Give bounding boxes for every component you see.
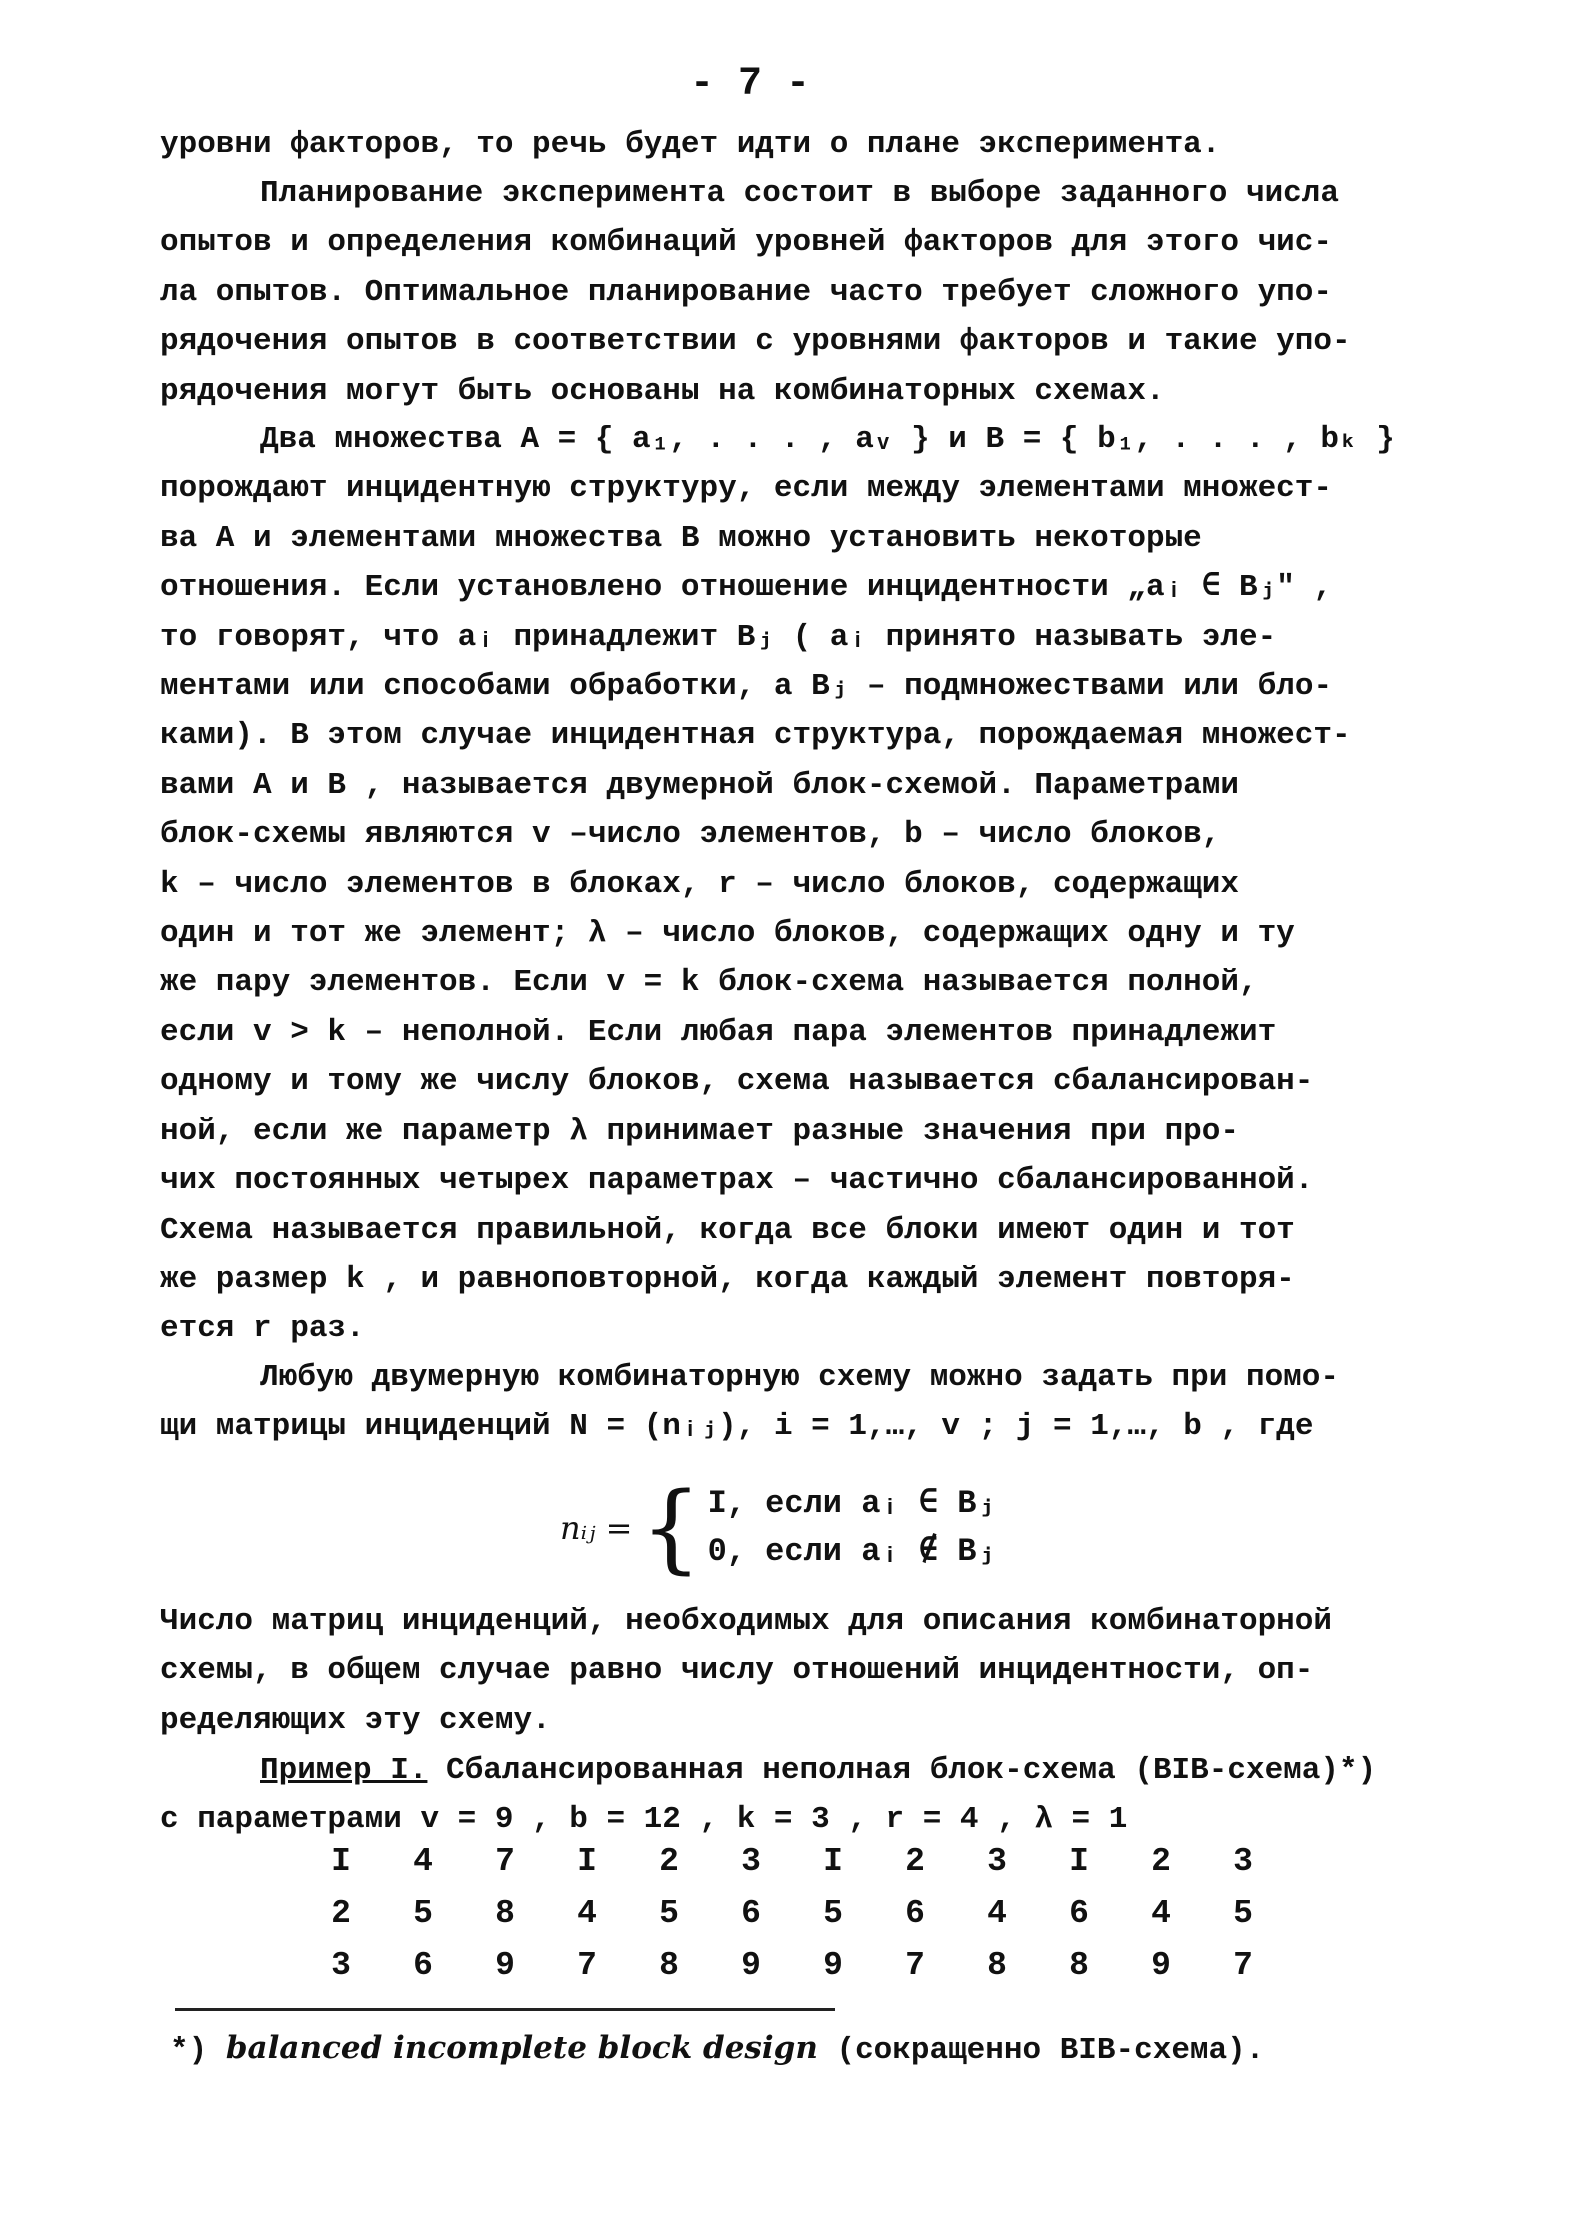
matrix-cell: 9 xyxy=(495,1946,515,1984)
paragraph-2 xyxy=(160,169,1460,416)
matrix-cell: 7 xyxy=(905,1946,925,1984)
matrix-cell: 3 xyxy=(1233,1842,1253,1880)
matrix-cell: 4 xyxy=(413,1842,433,1880)
matrix-cell: 2 xyxy=(1151,1842,1171,1880)
left-brace-icon: { xyxy=(640,1472,702,1584)
matrix-cell: 8 xyxy=(1069,1946,1089,1984)
paragraph-3 xyxy=(160,415,1460,1354)
page-number: - 7 - xyxy=(690,62,811,107)
footnote-mark: *) xyxy=(170,2033,208,2068)
matrix-cell: 7 xyxy=(1233,1946,1253,1984)
text-line: одному и тому же числу блоков, схема называется сбалансирован- xyxy=(160,1064,1314,1100)
text-line: чих постоянных четырех параметрах – частично сбалансированной. xyxy=(160,1163,1314,1199)
text-line: рядочения опытов в соответствии с уровнями факторов и такие упо- xyxy=(160,324,1351,360)
matrix-cell: 9 xyxy=(741,1946,761,1984)
formula-case-2: 0, если aᵢ ∉ Bⱼ xyxy=(707,1533,996,1570)
example-block xyxy=(160,1746,1460,1845)
matrix-cell: 9 xyxy=(1151,1946,1171,1984)
text-line: Число матриц инциденций, необходимых для описания комбинаторной xyxy=(160,1604,1332,1639)
matrix-cell: 7 xyxy=(577,1946,597,1984)
formula-cases xyxy=(708,1480,996,1576)
text-line: ной, если же параметр λ принимает разные значения при про- xyxy=(160,1113,1239,1149)
matrix-cell: I xyxy=(1069,1842,1089,1880)
matrix-cell: 6 xyxy=(413,1946,433,1984)
footnote xyxy=(170,2030,1264,2068)
text-line: же пару элементов. Если v = k блок-схема называется полной, xyxy=(160,965,1258,1001)
matrix-cell: 5 xyxy=(1233,1894,1253,1932)
matrix-cell: 3 xyxy=(741,1842,761,1880)
matrix-cell: 2 xyxy=(331,1894,351,1932)
matrix-cell: 7 xyxy=(495,1842,515,1880)
text-line: схемы, в общем случае равно числу отношений инцидентности, оп- xyxy=(160,1653,1314,1689)
matrix-cell: 2 xyxy=(905,1842,925,1880)
matrix-row xyxy=(300,1835,1284,1887)
matrix-cell: 8 xyxy=(495,1894,515,1932)
matrix-cell: 4 xyxy=(1151,1894,1171,1932)
example-label: Пример I. xyxy=(260,1753,428,1788)
text-line: ками). В этом случае инцидентная структура, порождаемая множест- xyxy=(160,718,1351,754)
matrix-row xyxy=(300,1939,1284,1991)
matrix-cell: 4 xyxy=(987,1894,1007,1932)
matrix-cell: 5 xyxy=(823,1894,843,1932)
bib-matrix xyxy=(300,1835,1284,1991)
text-line: ределяющих эту схему. xyxy=(160,1702,551,1738)
text-line: Планирование эксперимента состоит в выборе заданного числа xyxy=(260,176,1339,211)
footnote-handwritten: balanced incomplete block design xyxy=(225,2030,818,2066)
text-line: если v > k – неполной. Если любая пара элементов принадлежит xyxy=(160,1014,1277,1050)
matrix-cell: 2 xyxy=(659,1842,679,1880)
matrix-cell: 8 xyxy=(987,1946,1007,1984)
matrix-cell: 8 xyxy=(659,1946,679,1984)
text-line: уровни факторов, то речь будет идти о плане эксперимента. xyxy=(160,127,1221,162)
matrix-cell: 5 xyxy=(413,1894,433,1932)
matrix-cell: 6 xyxy=(1069,1894,1089,1932)
formula-case-1: I, если aᵢ ∈ Bⱼ xyxy=(707,1485,996,1522)
text-line: опытов и определения комбинаций уровней факторов для этого чис- xyxy=(160,225,1332,261)
footnote-divider xyxy=(175,2008,835,2011)
paragraph-4 xyxy=(160,1353,1460,1452)
example-params: с параметрами v = 9 , b = 12 , k = 3 , r = 4 , λ = 1 xyxy=(160,1802,1128,1838)
paragraph-1 xyxy=(160,120,1460,169)
text-line: щи матрицы инциденций N = (nᵢⱼ), i = 1,…, v ; j = 1,…, b , где xyxy=(160,1409,1314,1445)
matrix-cell: 6 xyxy=(741,1894,761,1932)
matrix-cell: I xyxy=(823,1842,843,1880)
matrix-cell: 9 xyxy=(823,1946,843,1984)
text-line: ется r раз. xyxy=(160,1311,365,1347)
matrix-cell: 3 xyxy=(987,1842,1007,1880)
text-line: то говорят, что aᵢ принадлежит Bⱼ ( aᵢ принято называть эле- xyxy=(160,619,1277,655)
text-line: блок-схемы являются v –число элементов, b – число блоков, xyxy=(160,817,1221,853)
matrix-row xyxy=(300,1887,1284,1939)
text-line: отношения. Если установлено отношение инцидентности „aᵢ ∈ Bⱼ" , xyxy=(160,570,1333,606)
text-line: Два множества A = { a₁, . . . , aᵥ } и B = { b₁, . . . , bₖ } xyxy=(260,422,1395,457)
text-line: k – число элементов в блоках, r – число блоков, содержащих xyxy=(160,866,1239,902)
text-line: ментами или способами обработки, а Bⱼ – подмножествами или бло- xyxy=(160,669,1333,705)
matrix-cell: 4 xyxy=(577,1894,597,1932)
paragraph-5 xyxy=(160,1597,1460,1745)
incidence-formula xyxy=(560,1472,996,1584)
text-line: порождают инцидентную структуру, если между элементами множест- xyxy=(160,471,1332,507)
text-line: Схема называется правильной, когда все блоки имеют один и тот xyxy=(160,1212,1295,1248)
matrix-cell: I xyxy=(577,1842,597,1880)
matrix-cell: 3 xyxy=(331,1946,351,1984)
text-line: рядочения могут быть основаны на комбинаторных схемах. xyxy=(160,373,1165,409)
formula-lhs: nᵢⱼ = xyxy=(560,1509,633,1547)
example-text: Сбалансированная неполная блок-схема (BIB-схема)*) xyxy=(427,1753,1377,1788)
text-line: Любую двумерную комбинаторную схему можно задать при помо- xyxy=(260,1360,1339,1395)
text-line: же размер k , и равноповторной, когда каждый элемент повторя- xyxy=(160,1261,1295,1297)
text-line: ва A и элементами множества B можно установить некоторые xyxy=(160,520,1202,556)
example-heading xyxy=(160,1746,1460,1795)
text-line: ла опытов. Оптимальное планирование часто требует сложного упо- xyxy=(160,274,1332,310)
matrix-cell: I xyxy=(331,1842,351,1880)
text-line: вами A и B , называется двумерной блок-схемой. Параметрами xyxy=(160,767,1239,803)
footnote-text: (сокращенно BIB-схема). xyxy=(817,2033,1265,2068)
matrix-cell: 5 xyxy=(659,1894,679,1932)
text-line: один и тот же элемент; λ – число блоков, содержащих одну и ту xyxy=(160,916,1295,952)
matrix-cell: 6 xyxy=(905,1894,925,1932)
